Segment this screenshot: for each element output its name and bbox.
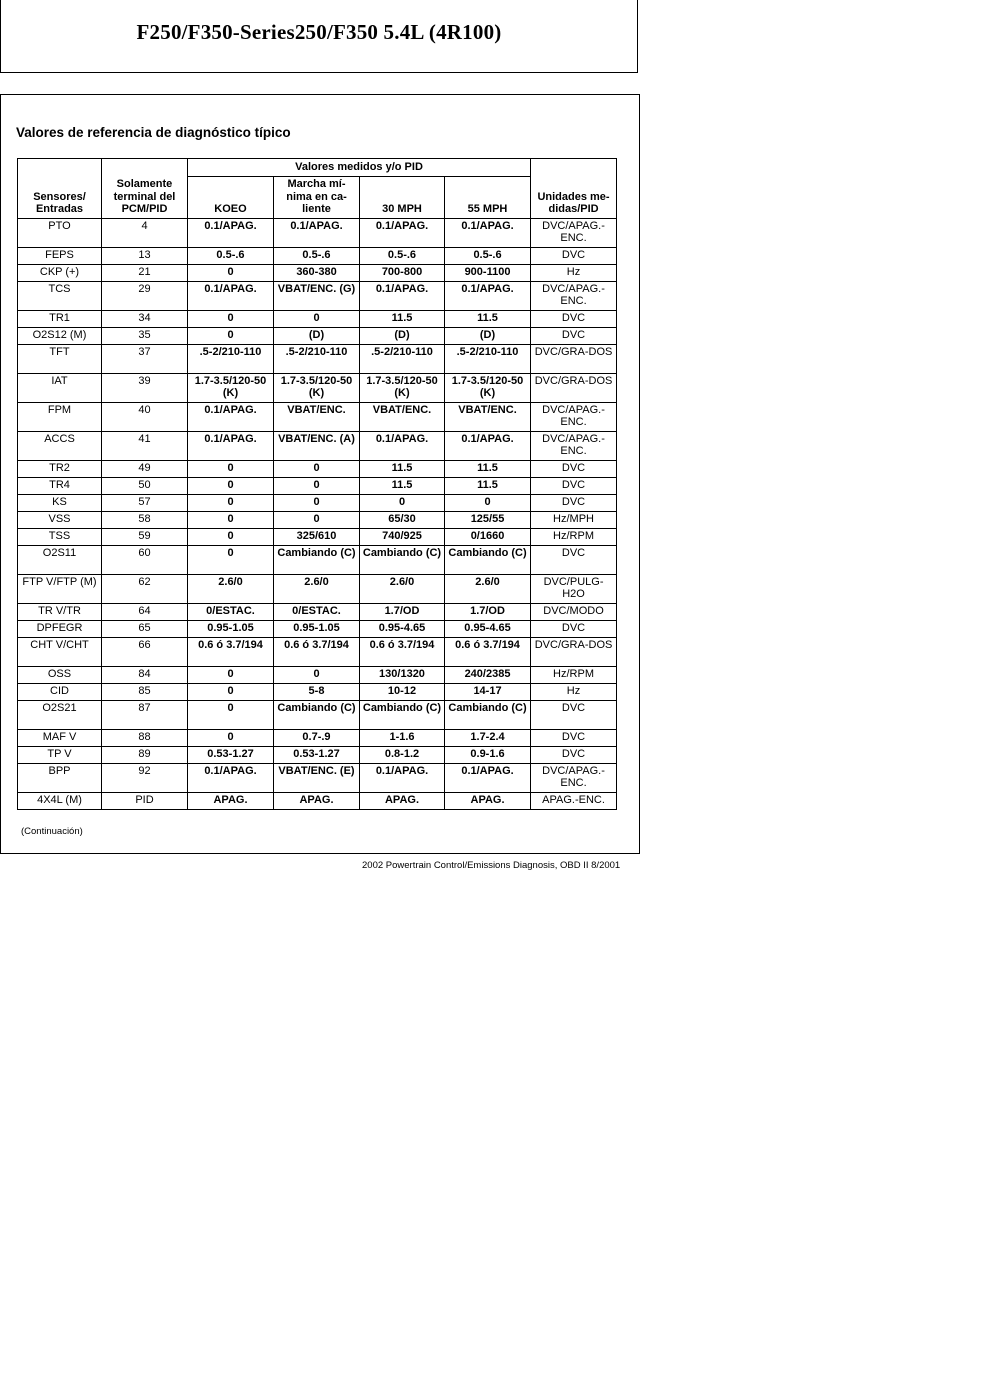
cell-units: DVC [531,729,617,746]
cell-sensor: IAT [18,373,102,402]
table-row [18,683,617,700]
cell-55-mph: (D) [445,327,531,344]
cell-55-mph: 11.5 [445,477,531,494]
cell-hot-idle: VBAT/ENC. (G) [274,281,360,310]
cell-hot-idle: 0.5-.6 [274,247,360,264]
cell-30-mph: 2.6/0 [360,574,445,603]
cell-terminal: 29 [102,281,188,310]
cell-hot-idle: Cambiando (C) [274,545,360,574]
cell-sensor: O2S21 [18,700,102,729]
cell-30-mph: Cambiando (C) [360,700,445,729]
table-row [18,574,617,603]
cell-terminal: 84 [102,666,188,683]
page-header [0,0,638,73]
cell-sensor: ACCS [18,431,102,460]
cell-hot-idle: 0 [274,310,360,327]
cell-sensor: DPFEGR [18,620,102,637]
cell-sensor: TP V [18,746,102,763]
cell-koeo: 0 [188,729,274,746]
cell-sensor: TR2 [18,460,102,477]
cell-koeo: 2.6/0 [188,574,274,603]
cell-30-mph: 11.5 [360,477,445,494]
cell-55-mph: 0.1/APAG. [445,431,531,460]
cell-hot-idle: 0/ESTAC. [274,603,360,620]
header-55-mph: 55 MPH [445,177,531,219]
cell-55-mph: 0.6 ó 3.7/194 [445,637,531,666]
cell-units: DVC [531,620,617,637]
cell-sensor: FPM [18,402,102,431]
table-row [18,431,617,460]
cell-sensor: VSS [18,511,102,528]
cell-55-mph: 14-17 [445,683,531,700]
cell-terminal: 50 [102,477,188,494]
cell-terminal: 21 [102,264,188,281]
cell-55-mph: 1.7/OD [445,603,531,620]
cell-terminal: 4 [102,218,188,247]
table-row [18,402,617,431]
cell-55-mph: 0.5-.6 [445,247,531,264]
cell-55-mph: 2.6/0 [445,574,531,603]
cell-hot-idle: 1.7-3.5/120-50 (K) [274,373,360,402]
cell-55-mph: 240/2385 [445,666,531,683]
cell-koeo: 0/ESTAC. [188,603,274,620]
cell-terminal: 35 [102,327,188,344]
cell-koeo: 0 [188,494,274,511]
cell-hot-idle: VBAT/ENC. (A) [274,431,360,460]
cell-55-mph: 0/1660 [445,528,531,545]
cell-30-mph: 1-1.6 [360,729,445,746]
cell-units: DVC [531,477,617,494]
cell-hot-idle: 360-380 [274,264,360,281]
cell-55-mph: 0.1/APAG. [445,763,531,792]
table-row [18,281,617,310]
cell-55-mph: Cambiando (C) [445,545,531,574]
cell-terminal: 37 [102,344,188,373]
cell-30-mph: 1.7-3.5/120-50 (K) [360,373,445,402]
cell-55-mph: APAG. [445,792,531,809]
cell-terminal: 59 [102,528,188,545]
cell-sensor: CHT V/CHT [18,637,102,666]
cell-koeo: 0 [188,264,274,281]
header-sensors: Sensores/ Entradas [18,159,102,219]
cell-30-mph: 65/30 [360,511,445,528]
cell-koeo: 0 [188,511,274,528]
page-title: F250/F350-Series250/F350 5.4L (4R100) [136,20,502,44]
cell-30-mph: 11.5 [360,460,445,477]
cell-hot-idle: 0.53-1.27 [274,746,360,763]
cell-sensor: PTO [18,218,102,247]
table-row [18,218,617,247]
cell-koeo: 0.1/APAG. [188,402,274,431]
continuation-note: (Continuación) [21,826,83,837]
cell-units: DVC/APAG.-ENC. [531,402,617,431]
cell-koeo: 0 [188,327,274,344]
cell-koeo: 0.1/APAG. [188,281,274,310]
cell-hot-idle: 2.6/0 [274,574,360,603]
cell-55-mph: Cambiando (C) [445,700,531,729]
cell-30-mph: 10-12 [360,683,445,700]
cell-55-mph: 0.1/APAG. [445,281,531,310]
cell-30-mph: 0.1/APAG. [360,431,445,460]
cell-sensor: TCS [18,281,102,310]
cell-hot-idle: 0.1/APAG. [274,218,360,247]
cell-koeo: .5-2/210-110 [188,344,274,373]
cell-sensor: O2S12 (M) [18,327,102,344]
table-row [18,603,617,620]
cell-terminal: 49 [102,460,188,477]
cell-30-mph: 1.7/OD [360,603,445,620]
cell-units: DVC/APAG.-ENC. [531,218,617,247]
table-row [18,327,617,344]
cell-terminal: 39 [102,373,188,402]
cell-units: DVC [531,746,617,763]
cell-30-mph: APAG. [360,792,445,809]
cell-terminal: 62 [102,574,188,603]
cell-hot-idle: VBAT/ENC. [274,402,360,431]
cell-units: DVC [531,700,617,729]
cell-30-mph: .5-2/210-110 [360,344,445,373]
cell-sensor: FTP V/FTP (M) [18,574,102,603]
cell-terminal: 57 [102,494,188,511]
cell-koeo: 0 [188,460,274,477]
header-terminal: Solamente terminal del PCM/PID [102,159,188,219]
cell-sensor: BPP [18,763,102,792]
table-row [18,792,617,809]
table-row [18,344,617,373]
cell-55-mph: 0 [445,494,531,511]
cell-terminal: 41 [102,431,188,460]
cell-hot-idle: 0 [274,477,360,494]
table-row [18,477,617,494]
cell-koeo: 0 [188,666,274,683]
cell-30-mph: 0.1/APAG. [360,218,445,247]
cell-sensor: CID [18,683,102,700]
cell-hot-idle: Cambiando (C) [274,700,360,729]
cell-55-mph: 11.5 [445,460,531,477]
cell-30-mph: Cambiando (C) [360,545,445,574]
cell-30-mph: 0.1/APAG. [360,763,445,792]
cell-30-mph: 700-800 [360,264,445,281]
cell-sensor: MAF V [18,729,102,746]
header-units: Unidades me-didas/PID [531,159,617,219]
cell-hot-idle: .5-2/210-110 [274,344,360,373]
cell-hot-idle: 0 [274,494,360,511]
cell-terminal: 64 [102,603,188,620]
cell-terminal: 85 [102,683,188,700]
cell-koeo: 0 [188,310,274,327]
cell-koeo: 0.53-1.27 [188,746,274,763]
table-row [18,700,617,729]
cell-terminal: 60 [102,545,188,574]
cell-koeo: 0 [188,528,274,545]
cell-koeo: 0.5-.6 [188,247,274,264]
cell-units: DVC [531,460,617,477]
cell-terminal: 92 [102,763,188,792]
cell-sensor: 4X4L (M) [18,792,102,809]
cell-koeo: 0.1/APAG. [188,431,274,460]
cell-sensor: TR1 [18,310,102,327]
cell-30-mph: 0.95-4.65 [360,620,445,637]
cell-terminal: 34 [102,310,188,327]
cell-30-mph: 0.5-.6 [360,247,445,264]
page-footer: 2002 Powertrain Control/Emissions Diagnosis, OBD II 8/2001 [362,860,621,871]
cell-55-mph: 1.7-2.4 [445,729,531,746]
table-row [18,247,617,264]
content-panel [0,94,640,854]
table-row [18,373,617,402]
cell-30-mph: 0 [360,494,445,511]
cell-55-mph: 11.5 [445,310,531,327]
cell-55-mph: 900-1100 [445,264,531,281]
cell-30-mph: (D) [360,327,445,344]
cell-units: DVC/GRA-DOS [531,637,617,666]
table-row [18,528,617,545]
table-body [18,218,617,809]
cell-hot-idle: 0 [274,666,360,683]
cell-units: DVC [531,327,617,344]
cell-55-mph: .5-2/210-110 [445,344,531,373]
cell-sensor: TFT [18,344,102,373]
cell-hot-idle: APAG. [274,792,360,809]
cell-55-mph: 0.1/APAG. [445,218,531,247]
cell-koeo: 1.7-3.5/120-50 (K) [188,373,274,402]
table-row [18,264,617,281]
header-measured-values: Valores medidos y/o PID [188,159,531,177]
cell-units: DVC/GRA-DOS [531,373,617,402]
cell-units: DVC/PULG-H2O [531,574,617,603]
cell-55-mph: 0.95-4.65 [445,620,531,637]
cell-hot-idle: 0 [274,460,360,477]
cell-units: DVC [531,545,617,574]
cell-30-mph: 11.5 [360,310,445,327]
cell-30-mph: 0.6 ó 3.7/194 [360,637,445,666]
table-row [18,620,617,637]
table-row [18,666,617,683]
cell-terminal: 66 [102,637,188,666]
cell-terminal: 40 [102,402,188,431]
cell-units: DVC [531,247,617,264]
header-30-mph: 30 MPH [360,177,445,219]
cell-units: Hz/MPH [531,511,617,528]
cell-55-mph: 0.9-1.6 [445,746,531,763]
table-row [18,460,617,477]
table-row [18,310,617,327]
cell-55-mph: 1.7-3.5/120-50 (K) [445,373,531,402]
cell-koeo: APAG. [188,792,274,809]
cell-sensor: KS [18,494,102,511]
cell-sensor: OSS [18,666,102,683]
section-title: Valores de referencia de diagnóstico típico [16,125,291,140]
cell-30-mph: 130/1320 [360,666,445,683]
cell-terminal: 88 [102,729,188,746]
cell-koeo: 0 [188,700,274,729]
cell-units: Hz/RPM [531,666,617,683]
cell-koeo: 0.6 ó 3.7/194 [188,637,274,666]
cell-units: Hz/RPM [531,528,617,545]
cell-terminal: PID [102,792,188,809]
cell-terminal: 58 [102,511,188,528]
cell-30-mph: 740/925 [360,528,445,545]
reference-values-table [17,158,617,810]
cell-units: DVC/APAG.-ENC. [531,763,617,792]
cell-units: DVC/APAG.-ENC. [531,281,617,310]
cell-koeo: 0.1/APAG. [188,763,274,792]
cell-sensor: TR V/TR [18,603,102,620]
table-row [18,511,617,528]
table-row [18,763,617,792]
cell-sensor: TSS [18,528,102,545]
cell-terminal: 87 [102,700,188,729]
cell-units: DVC [531,310,617,327]
cell-terminal: 89 [102,746,188,763]
header-koeo: KOEO [188,177,274,219]
cell-units: DVC/APAG.-ENC. [531,431,617,460]
cell-units: Hz [531,683,617,700]
cell-hot-idle: (D) [274,327,360,344]
table-row [18,729,617,746]
cell-units: Hz [531,264,617,281]
cell-koeo: 0 [188,683,274,700]
cell-30-mph: 0.1/APAG. [360,281,445,310]
cell-sensor: FEPS [18,247,102,264]
cell-units: DVC/MODO [531,603,617,620]
cell-55-mph: 125/55 [445,511,531,528]
cell-units: DVC/GRA-DOS [531,344,617,373]
cell-hot-idle: 325/610 [274,528,360,545]
cell-hot-idle: 5-8 [274,683,360,700]
cell-koeo: 0 [188,545,274,574]
cell-hot-idle: 0.95-1.05 [274,620,360,637]
cell-55-mph: VBAT/ENC. [445,402,531,431]
cell-30-mph: 0.8-1.2 [360,746,445,763]
header-hot-idle: Marcha mí-nima en ca-liente [274,177,360,219]
cell-sensor: TR4 [18,477,102,494]
table-row [18,746,617,763]
cell-terminal: 13 [102,247,188,264]
cell-hot-idle: VBAT/ENC. (E) [274,763,360,792]
table-row [18,637,617,666]
cell-hot-idle: 0 [274,511,360,528]
cell-units: APAG.-ENC. [531,792,617,809]
cell-terminal: 65 [102,620,188,637]
cell-koeo: 0 [188,477,274,494]
cell-koeo: 0.1/APAG. [188,218,274,247]
cell-sensor: CKP (+) [18,264,102,281]
table-row [18,545,617,574]
cell-koeo: 0.95-1.05 [188,620,274,637]
cell-sensor: O2S11 [18,545,102,574]
cell-30-mph: VBAT/ENC. [360,402,445,431]
table-row [18,494,617,511]
cell-hot-idle: 0.7-.9 [274,729,360,746]
cell-hot-idle: 0.6 ó 3.7/194 [274,637,360,666]
cell-units: DVC [531,494,617,511]
